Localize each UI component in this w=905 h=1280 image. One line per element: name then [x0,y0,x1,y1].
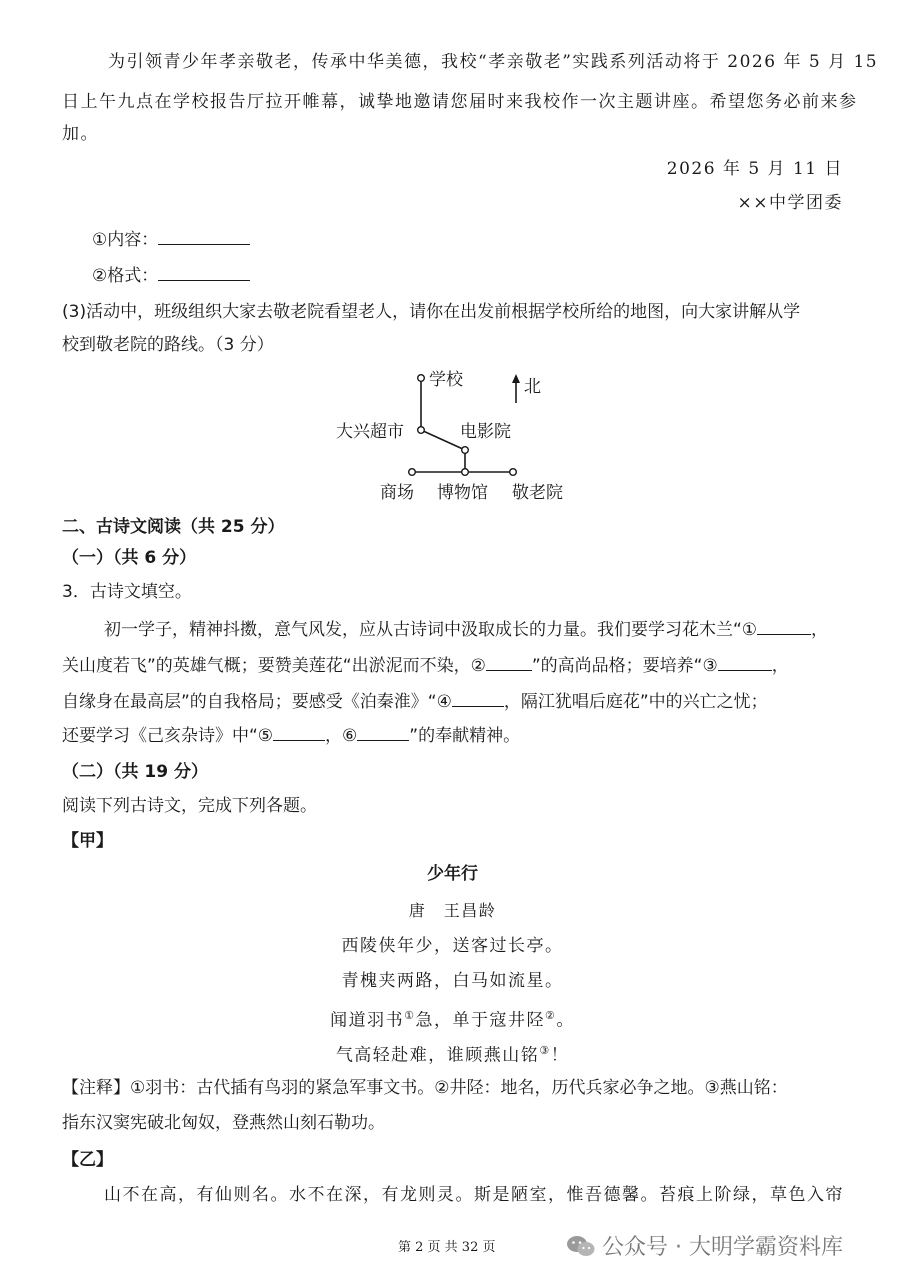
node-museum [462,469,469,476]
section-title: 二、古诗文阅读（共 25 分） [62,517,285,537]
poem-author: 唐 王昌龄 [408,901,497,920]
fill-text-3a: 自缘身在最高层”的自我格局；要感受《泊秦淮》“④ [62,692,452,712]
blank-3[interactable] [718,653,772,671]
node-nursing-home [510,469,517,476]
poem-line-3a: 闻道羽书 [330,1010,405,1031]
node-supermarket [418,427,425,434]
blank-1[interactable] [757,617,811,635]
poem-line-4b: ！ [550,1045,570,1066]
yi-label: 【乙】 [62,1150,113,1170]
content-blank[interactable] [158,227,250,245]
letter-line-1: 为引领青少年孝亲敬老，传承中华美德，我校“孝亲敬老”实践系列活动将于 2026 年 5 月 15 [108,52,879,72]
format-label: ②格式： [92,266,159,286]
blank-5[interactable] [273,723,325,741]
fill-text-1a: 初一学子，精神抖擞，意气风发，应从古诗词中汲取成长的力量。我们要学习花木兰“① [104,620,758,640]
label-north: 北 [524,377,541,397]
fill-text-2b: ”的高尚品格；要培养“③ [531,656,718,676]
node-school [418,375,425,382]
format-label-row [92,263,250,288]
fill-line-3 [62,689,768,714]
letter-sender: ××中学团委 [737,193,843,213]
content-label: ①内容： [92,230,159,250]
letter-date: 2026 年 5 月 11 日 [666,159,843,179]
poem-title: 少年行 [427,864,478,884]
q3-line-1: (3)活动中，班级组织大家去敬老院看望老人，请你在出发前根据学校所给的地图，向大家讲解从学 [62,302,801,322]
poem-line-4 [0,1039,905,1068]
fill-text-3b: ，隔江犹唱后庭花”中的兴亡之忧； [503,692,768,712]
node-cinema [462,447,469,454]
fill-line-2 [62,653,789,678]
label-supermarket: 大兴超市 [336,422,404,442]
letter-line-3: 加。 [62,124,99,144]
jia-label: 【甲】 [62,831,113,851]
note-ref-2: ② [545,1009,557,1022]
label-mall: 商场 [380,483,414,503]
road-supermarket-cinema [421,430,465,450]
node-mall [409,469,416,476]
yi-line-1: 山不在高，有仙则名。水不在深，有龙则灵。斯是陋室，惟吾德馨。苔痕上阶绿，草色入帘 [104,1185,844,1205]
fill-text-2a: 关山度若飞”的英雄气概；要赞美莲花“出淤泥而不染，② [62,656,486,676]
poem-line-3 [0,1004,905,1033]
fill-text-4c: ”的奉献精神。 [409,726,521,746]
page-number: 第 2 页 共 32 页 [398,1240,496,1255]
fill-line-4 [62,723,520,748]
watermark [566,1230,843,1261]
blank-2[interactable] [486,653,532,671]
north-arrow-icon [512,374,520,383]
read-instruction: 阅读下列古诗文，完成下列各题。 [62,796,317,816]
q-title: 3．古诗文填空。 [62,582,192,602]
format-blank[interactable] [158,263,250,281]
fill-line-1 [104,617,828,642]
poem-line-3b: 急，单于寇井陉 [415,1010,545,1031]
label-museum: 博物馆 [437,483,488,503]
fill-text-4b: ，⑥ [325,726,358,746]
blank-6[interactable] [357,723,409,741]
part2-title: （二）（共 19 分） [62,762,208,782]
route-map [320,368,580,503]
poem-line-4a: 气高轻赴难，谁顾燕山铭 [335,1045,540,1066]
poem-line-1: 西陵侠年少，送客过长亭。 [341,936,564,956]
label-cinema: 电影院 [460,422,511,442]
watermark-text: 公众号 · 大明学霸资料库 [602,1235,843,1260]
wechat-icon [566,1234,596,1258]
fill-text-4a: 还要学习《己亥杂诗》中“⑤ [62,726,274,746]
label-school: 学校 [429,370,463,390]
label-nursing-home: 敬老院 [512,483,563,503]
letter-line-2: 日上午九点在学校报告厅拉开帷幕，诚挚地邀请您届时来我校作一次主题讲座。希望您务必前来参 [62,92,858,112]
poem-line-2: 青槐夹两路，白马如流星。 [341,971,564,991]
note-ref-1: ① [404,1009,416,1022]
poem-line-3c: 。 [556,1010,575,1031]
part1-title: （一）（共 6 分） [62,548,197,568]
fill-text-2c: ， [771,656,789,676]
note-line-1: 【注释】①羽书：古代插有鸟羽的紧急军事文书。②井陉：地名，历代兵家必争之地。③燕山铭： [62,1078,788,1098]
blank-4[interactable] [452,689,504,707]
note-ref-3: ③ [539,1044,551,1057]
fill-text-1b: ， [811,620,829,640]
content-label-row [92,227,250,252]
note-line-2: 指东汉窦宪破北匈奴，登燕然山刻石勒功。 [62,1113,385,1133]
q3-line-2: 校到敬老院的路线。（3 分） [62,335,274,355]
